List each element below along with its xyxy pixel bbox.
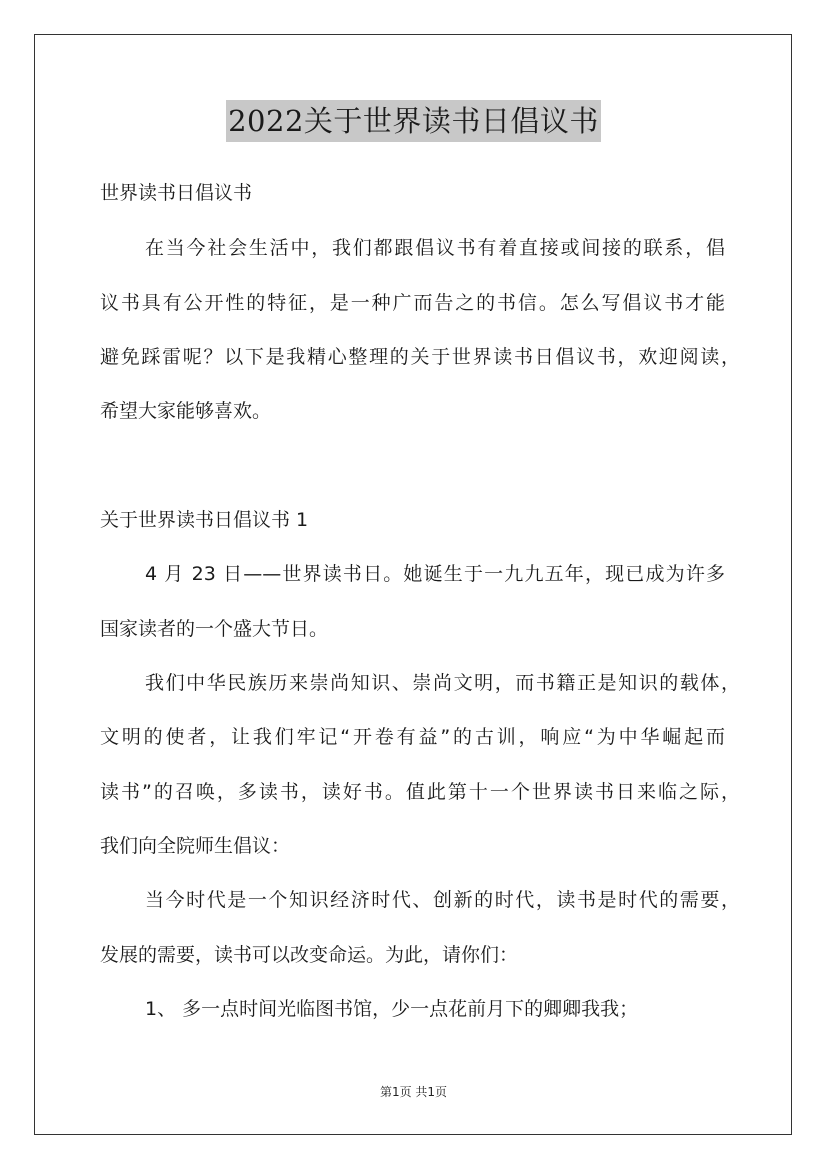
para3-line-1: 当今时代是一个知识经济时代、创新的时代，读书是时代的需要， (145, 889, 740, 911)
intro-line-2: 议书具有公开性的特征，是一种广而告之的书信。怎么写倡议书才能 (100, 292, 725, 314)
section-title: 关于世界读书日倡议书 1 (100, 509, 309, 531)
list-item-1: 1、 多一点时间光临图书馆，少一点花前月下的卿卿我我； (145, 998, 639, 1020)
para2-line-4: 我们向全院师生倡议： (100, 835, 291, 857)
document-title: 2022关于世界读书日倡议书 (226, 100, 601, 142)
para1-line-2: 国家读者的一个盛大节日。 (100, 618, 329, 640)
intro-line-1: 在当今社会生活中，我们都跟倡议书有着直接或间接的联系，倡 (145, 237, 725, 259)
para1-line-1: 4 月 23 日——世界读书日。她诞生于一九九五年，现已成为许多 (145, 563, 725, 585)
page-footer: 第1页 共1页 (379, 1085, 448, 1099)
para3-line-2: 发展的需要，读书可以改变命运。为此，请你们： (100, 944, 519, 966)
para2-line-1: 我们中华民族历来崇尚知识、崇尚文明，而书籍正是知识的载体， (145, 672, 740, 694)
para2-line-2: 文明的使者，让我们牢记“开卷有益”的古训，响应“为中华崛起而 (100, 726, 725, 748)
intro-line-3: 避免踩雷呢？以下是我精心整理的关于世界读书日倡议书，欢迎阅读， (100, 346, 740, 368)
subheading: 世界读书日倡议书 (100, 182, 253, 204)
para2-line-3: 读书”的召唤，多读书，读好书。值此第十一个世界读书日来临之际， (100, 781, 740, 803)
intro-line-4: 希望大家能够喜欢。 (100, 400, 272, 422)
title-container (0, 100, 827, 142)
